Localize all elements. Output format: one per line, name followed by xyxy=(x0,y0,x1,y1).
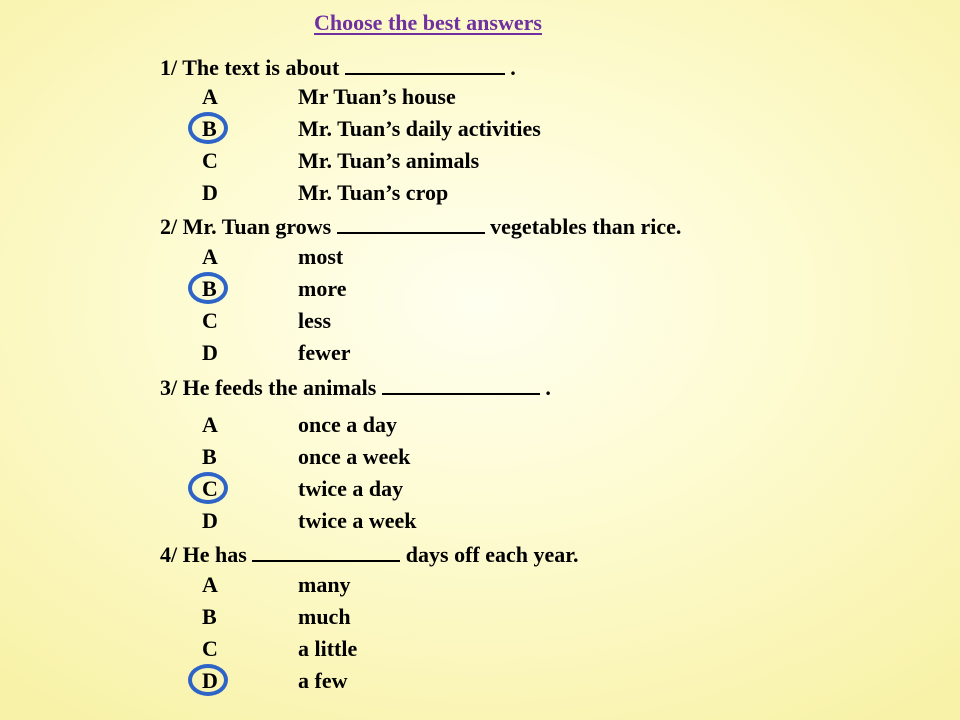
q2-option-d-text: fewer xyxy=(298,340,351,365)
q1-option-b-letter: B xyxy=(202,116,217,141)
question-4 xyxy=(160,540,579,568)
page-title: Choose the best answers xyxy=(314,10,542,35)
question-4-prefix: 4/ He has xyxy=(160,542,253,567)
question-2-prefix: 2/ Mr. Tuan grows xyxy=(160,214,337,239)
q4-option-a-letter: A xyxy=(202,572,218,597)
q3-option-d-text: twice a week xyxy=(298,508,417,533)
q4-option-c-letter: C xyxy=(202,636,218,661)
question-3-prefix: 3/ He feeds the animals xyxy=(160,375,382,400)
question-4-suffix: days off each year. xyxy=(400,542,579,567)
q4-option-d-letter: D xyxy=(202,668,218,693)
q1-option-c-text: Mr. Tuan’s animals xyxy=(298,148,480,173)
question-2 xyxy=(160,212,681,240)
q1-option-d-letter: D xyxy=(202,180,218,205)
q1-option-a-letter: A xyxy=(202,84,218,109)
question-3-suffix: . xyxy=(539,375,551,400)
q3-option-a-letter: A xyxy=(202,412,218,437)
q4-option-d-text: a few xyxy=(298,668,348,693)
question-4-blank xyxy=(252,540,400,562)
q3-answer-ring xyxy=(188,472,228,504)
q1-option-c-letter: C xyxy=(202,148,218,173)
q4-option-b-text: much xyxy=(298,604,351,629)
question-1-blank xyxy=(345,53,505,75)
q2-option-c-letter: C xyxy=(202,308,218,333)
q1-option-d-text: Mr. Tuan’s crop xyxy=(298,180,449,205)
q2-option-a-text: most xyxy=(298,244,344,269)
question-1-suffix: . xyxy=(504,55,516,80)
question-2-suffix: vegetables than rice. xyxy=(484,214,682,239)
q3-option-d-letter: D xyxy=(202,508,218,533)
q1-answer-ring xyxy=(188,112,228,144)
q3-option-c-text: twice a day xyxy=(298,476,404,501)
q2-option-b-letter: B xyxy=(202,276,217,301)
question-3-blank xyxy=(382,373,540,395)
q2-option-a-letter: A xyxy=(202,244,218,269)
q2-option-d-letter: D xyxy=(202,340,218,365)
q2-option-c-text: less xyxy=(298,308,331,333)
q3-option-b-text: once a week xyxy=(298,444,411,469)
q1-option-a-text: Mr Tuan’s house xyxy=(298,84,456,109)
question-1 xyxy=(160,53,516,81)
q2-option-b-text: more xyxy=(298,276,347,301)
q4-answer-ring xyxy=(188,664,228,696)
q1-option-b-text: Mr. Tuan’s daily activities xyxy=(298,116,541,141)
q2-answer-ring xyxy=(188,272,228,304)
question-3 xyxy=(160,373,551,401)
q3-option-a-text: once a day xyxy=(298,412,397,437)
q3-option-c-letter: C xyxy=(202,476,218,501)
question-1-prefix: 1/ The text is about xyxy=(160,55,345,80)
q4-option-a-text: many xyxy=(298,572,351,597)
q3-option-b-letter: B xyxy=(202,444,217,469)
q4-option-b-letter: B xyxy=(202,604,217,629)
question-2-blank xyxy=(337,212,485,234)
q4-option-c-text: a little xyxy=(298,636,358,661)
